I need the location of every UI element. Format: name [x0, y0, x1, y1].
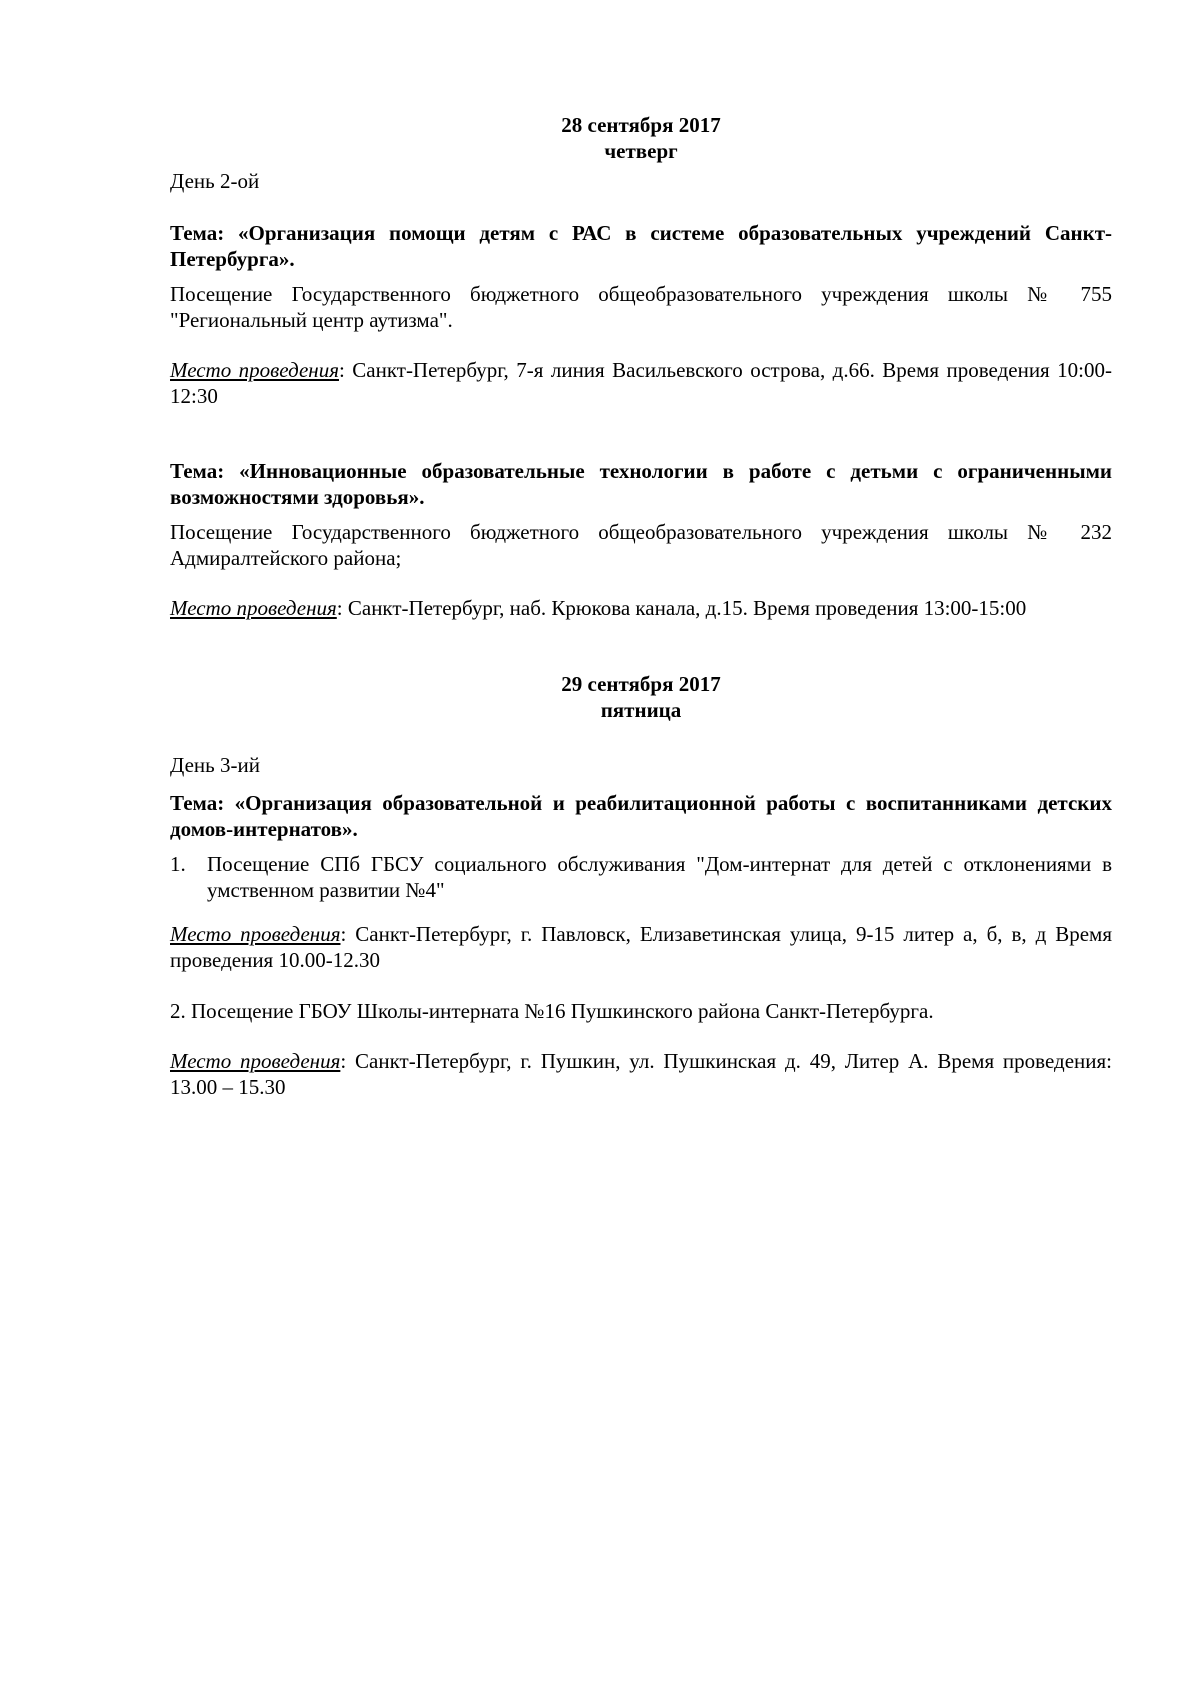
- place-label: Место проведения: [170, 1049, 341, 1073]
- day1-session1-visit: Посещение Государственного бюджетного общеобразовательного учреждения школы № 755 "Региональный центр аутизма".: [170, 282, 1112, 332]
- day1-date: 28 сентября 2017: [561, 113, 721, 137]
- place-label: Место проведения: [170, 358, 339, 382]
- day1-session2-theme: Тема: «Инновационные образовательные технологии в работе с детьми с ограниченными возможностями здоровья».: [170, 459, 1112, 509]
- place-text: : Санкт-Петербург, г. Пушкин, ул. Пушкинская д. 49, Литер А. Время проведения: 13.00 – 15.30: [170, 1049, 1112, 1099]
- day1-session2-visit: Посещение Государственного бюджетного общеобразовательного учреждения школы № 232 Адмиралтейского района;: [170, 520, 1112, 570]
- day1-weekday: четверг: [604, 139, 678, 163]
- day2-list-item-1: [170, 851, 1112, 903]
- day1-session1-place: [170, 357, 1112, 409]
- place-text: : Санкт-Петербург, г. Павловск, Елизаветинская улица, 9-15 литер а, б, в, д Время проведения 10.00-12.30: [170, 922, 1112, 972]
- place-text: : Санкт-Петербург, наб. Крюкова канала, д.15. Время проведения 13:00-15:00: [336, 596, 1027, 620]
- day1-session2-place: [170, 595, 1112, 621]
- day2-weekday: пятница: [600, 698, 682, 722]
- day2-date: 29 сентября 2017: [561, 672, 721, 696]
- day2-label: День 3-ий: [170, 753, 260, 777]
- place-label: Место проведения: [170, 596, 337, 620]
- day2-place-1: [170, 921, 1112, 973]
- list-number: 1.: [170, 852, 186, 876]
- day1-label: День 2-ой: [170, 169, 260, 193]
- day2-place-2: [170, 1048, 1112, 1100]
- day2-list-item-2: 2. Посещение ГБОУ Школы-интерната №16 Пушкинского района Санкт-Петербурга.: [170, 999, 934, 1023]
- place-text: : Санкт-Петербург, 7-я линия Васильевского острова, д.66. Время проведения 10:00-12:30: [170, 358, 1112, 408]
- day2-theme: Тема: «Организация образовательной и реабилитационной работы с воспитанниками детских домов-интернатов».: [170, 791, 1112, 841]
- document-body: [170, 112, 1112, 1100]
- list-text: Посещение СПб ГБСУ социального обслуживания "Дом-интернат для детей с отклонениями в умственном развитии №4": [207, 852, 1112, 902]
- day1-session1-theme: Тема: «Организация помощи детям с РАС в системе образовательных учреждений Санкт-Петербурга».: [170, 221, 1112, 271]
- place-label: Место проведения: [170, 922, 341, 946]
